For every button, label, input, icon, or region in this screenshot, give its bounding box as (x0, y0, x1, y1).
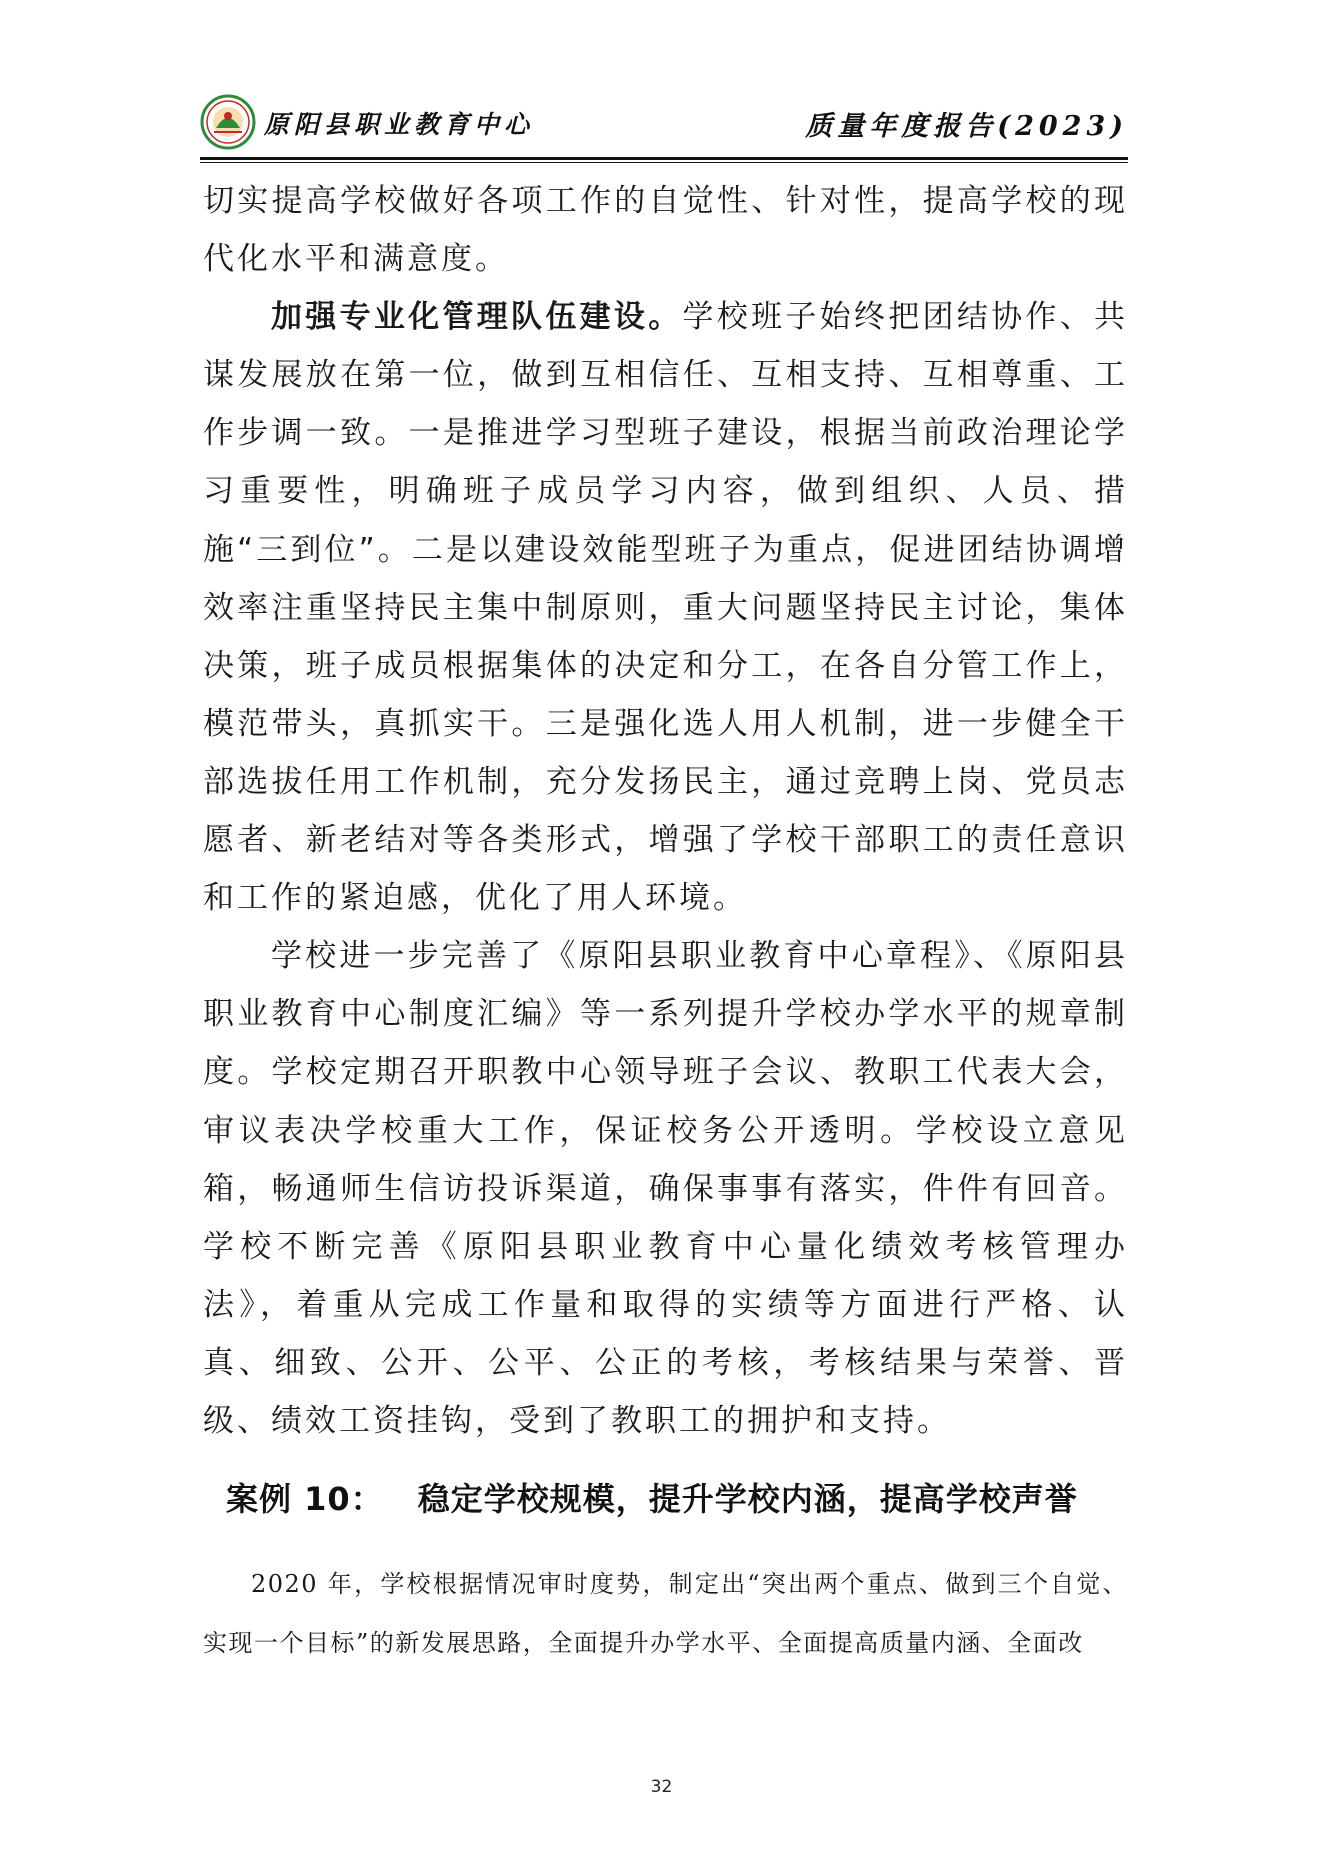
case-title: 稳定学校规模，提升学校内涵，提高学校声誉 (417, 1480, 1078, 1518)
paragraph-2-text: 学校班子始终把团结协作、共谋发展放在第一位，做到互相信任、互相支持、互相尊重、工作步调一致。一是推进学习型班子建设，根据当前政治理论学习重要性，明确班子成员学习内容，做到组织、人员、措施“三到位”。二是以建设效能型班子为重点，促进团结协调增效率注重坚持民主集中制原则，重大问题坚持民主讨论，集体决策，班子成员根据集体的决定和分工，在各自分管工作上，模范带头，真抓实干。三是强化选人用人机制，进一步健全干部选拔任用工作机制，充分发扬民主，通过竞聘上岗、党员志愿者、新老结对等各类形式，增强了学校干部职工的责任意识和工作的紧迫感，优化了用人环境。 (203, 299, 1128, 917)
school-emblem-icon (200, 94, 256, 150)
body-text (203, 172, 1128, 1450)
header-divider-thin (200, 162, 1128, 163)
page-number: 32 (650, 1777, 673, 1797)
case-paragraph: 2020 年，学校根据情况审时度势，制定出“突出两个重点、做到三个自觉、实现一个目标”的新发展思路，全面提升办学水平、全面提高质量内涵、全面改 (203, 1570, 1128, 1657)
school-name: 原阳县职业教育中心 (264, 110, 535, 139)
case-label: 案例 10： (226, 1480, 384, 1518)
page-header (200, 92, 1128, 154)
report-title: 质量年度报告(2023) (805, 111, 1128, 142)
paragraph-1: 切实提高学校做好各项工作的自觉性、针对性，提高学校的现代化水平和满意度。 (203, 183, 1128, 278)
paragraph-2 (203, 288, 1128, 927)
case-body (203, 1555, 1128, 1673)
case-heading (226, 1474, 1078, 1520)
paragraph-2-lead: 加强专业化管理队伍建设。 (271, 299, 683, 336)
paragraph-3: 学校进一步完善了《原阳县职业教育中心章程》、《原阳县职业教育中心制度汇编》等一系列提升学校办学水平的规章制度。学校定期召开职教中心领导班子会议、教职工代表大会，审议表决学校重大工作，保证校务公开透明。学校设立意见箱，畅通师生信访投诉渠道，确保事事有落实，件件有回音。学校不断完善《原阳县职业教育中心量化绩效考核管理办法》，着重从完成工作量和取得的实绩等方面进行严格、认真、细致、公开、公平、公正的考核，考核结果与荣誉、晋级、绩效工资挂钩，受到了教职工的拥护和支持。 (203, 938, 1128, 1439)
header-divider-thick (200, 157, 1128, 160)
